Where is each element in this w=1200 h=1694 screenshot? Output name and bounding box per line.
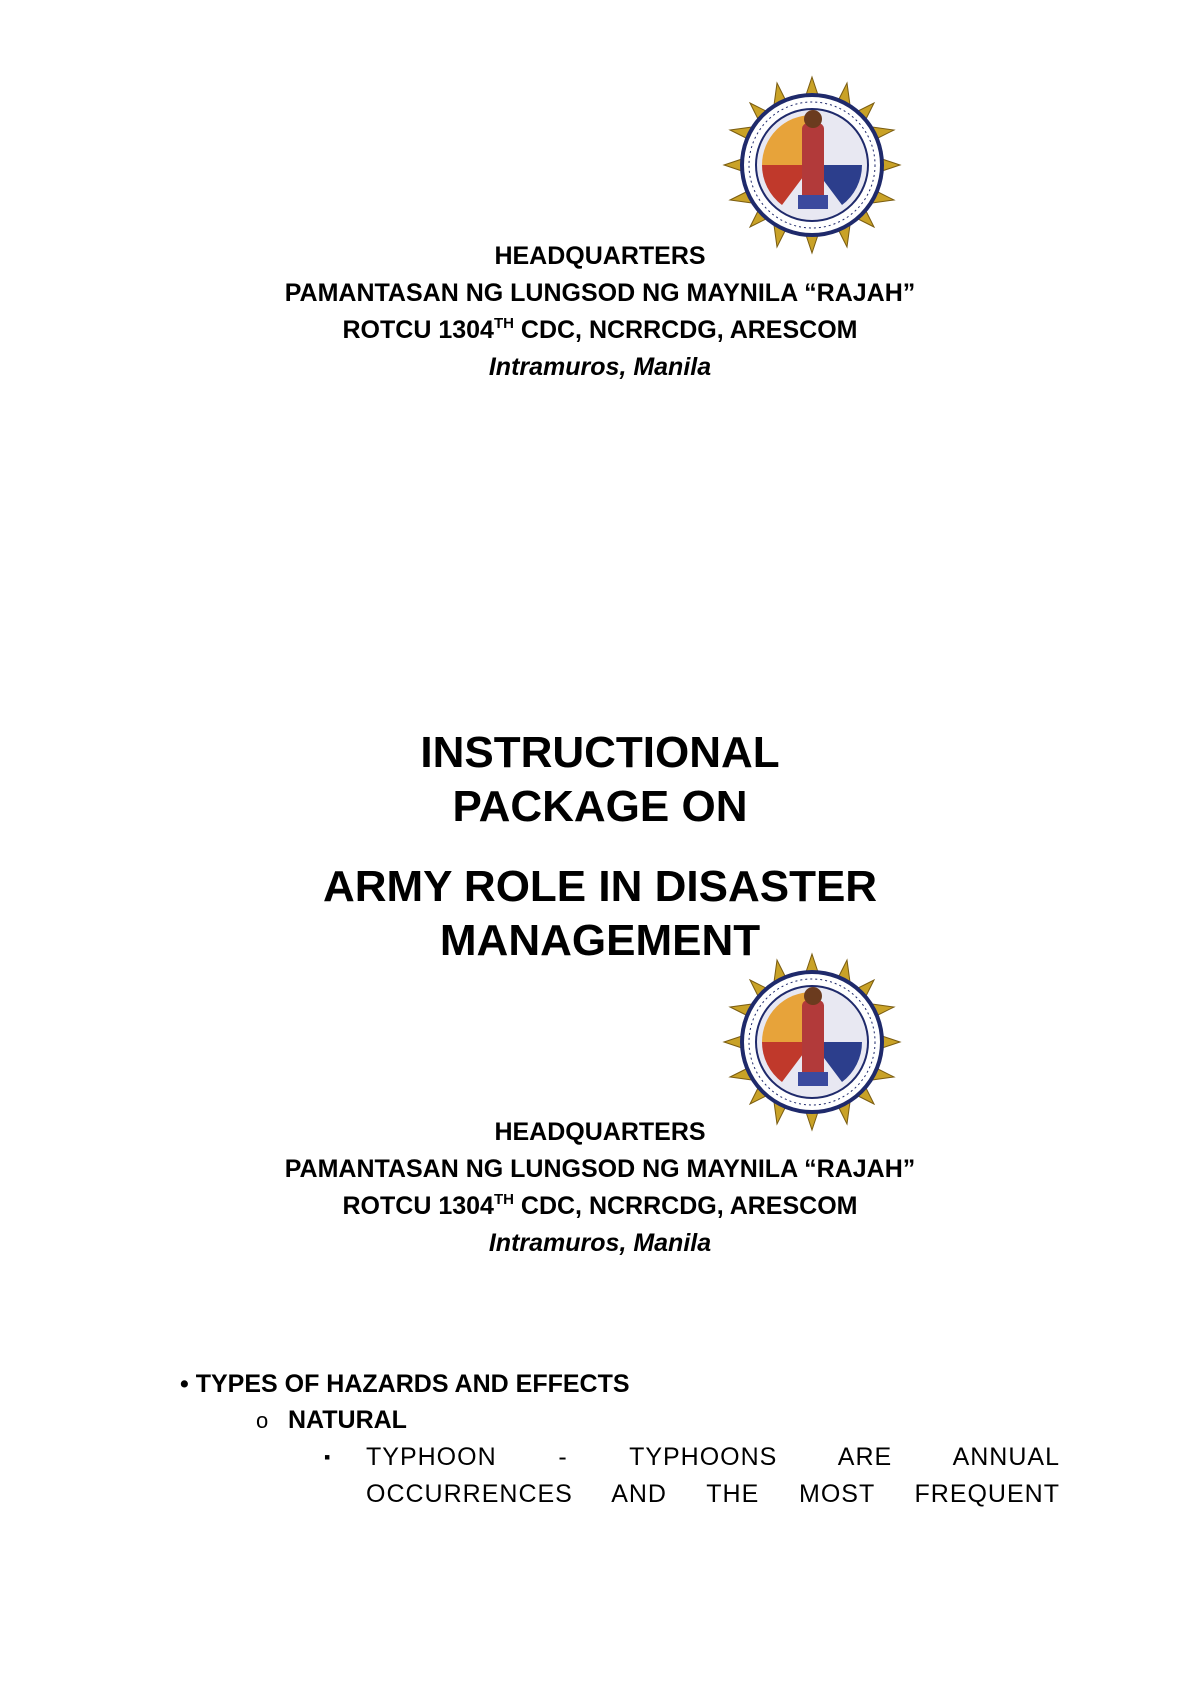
hq-line-unit: ROTCU 1304TH CDC, NCRRCDG, ARESCOM — [342, 315, 858, 344]
outline-level3-item — [324, 1439, 1060, 1513]
document-title — [0, 726, 1200, 968]
bullet-circle-icon: o — [256, 1408, 269, 1433]
hq-line-headquarters: HEADQUARTERS — [494, 1118, 706, 1146]
bullet-square-icon: ▪ — [324, 1447, 332, 1467]
hq-line-location: Intramuros, Manila — [488, 353, 712, 381]
outline-level1-item: • TYPES OF HAZARDS AND EFFECTS — [180, 1370, 630, 1398]
hq-line-location: Intramuros, Manila — [488, 1229, 712, 1257]
university-seal-top — [722, 75, 902, 255]
outline — [180, 1366, 1060, 1513]
outline-level2-item: o NATURAL — [256, 1402, 1060, 1439]
letterhead-bottom — [0, 1114, 1200, 1262]
seal-emblem-icon — [722, 75, 902, 255]
seal-emblem-icon — [722, 952, 902, 1132]
hq-line-university: PAMANTASAN NG LUNGSOD NG MAYNILA “RAJAH” — [284, 279, 916, 307]
title-line-2: PACKAGE ON — [452, 782, 748, 831]
outline-level3-line1: TYPHOON - TYPHOONS ARE ANNUAL — [366, 1443, 1060, 1471]
university-seal-bottom — [722, 952, 902, 1132]
hq-line-headquarters: HEADQUARTERS — [494, 242, 706, 270]
title-line-4: MANAGEMENT — [439, 916, 761, 965]
outline-level3-line2: OCCURRENCES AND THE MOST FREQUENT — [366, 1480, 1060, 1508]
hq-line-unit: ROTCU 1304TH CDC, NCRRCDG, ARESCOM — [342, 1191, 858, 1220]
letterhead-top — [0, 238, 1200, 386]
title-line-1: INSTRUCTIONAL — [420, 728, 780, 777]
bullet-dot-icon: • — [180, 1370, 189, 1398]
hq-line-university: PAMANTASAN NG LUNGSOD NG MAYNILA “RAJAH” — [284, 1155, 916, 1183]
title-line-3: ARMY ROLE IN DISASTER — [322, 862, 878, 911]
